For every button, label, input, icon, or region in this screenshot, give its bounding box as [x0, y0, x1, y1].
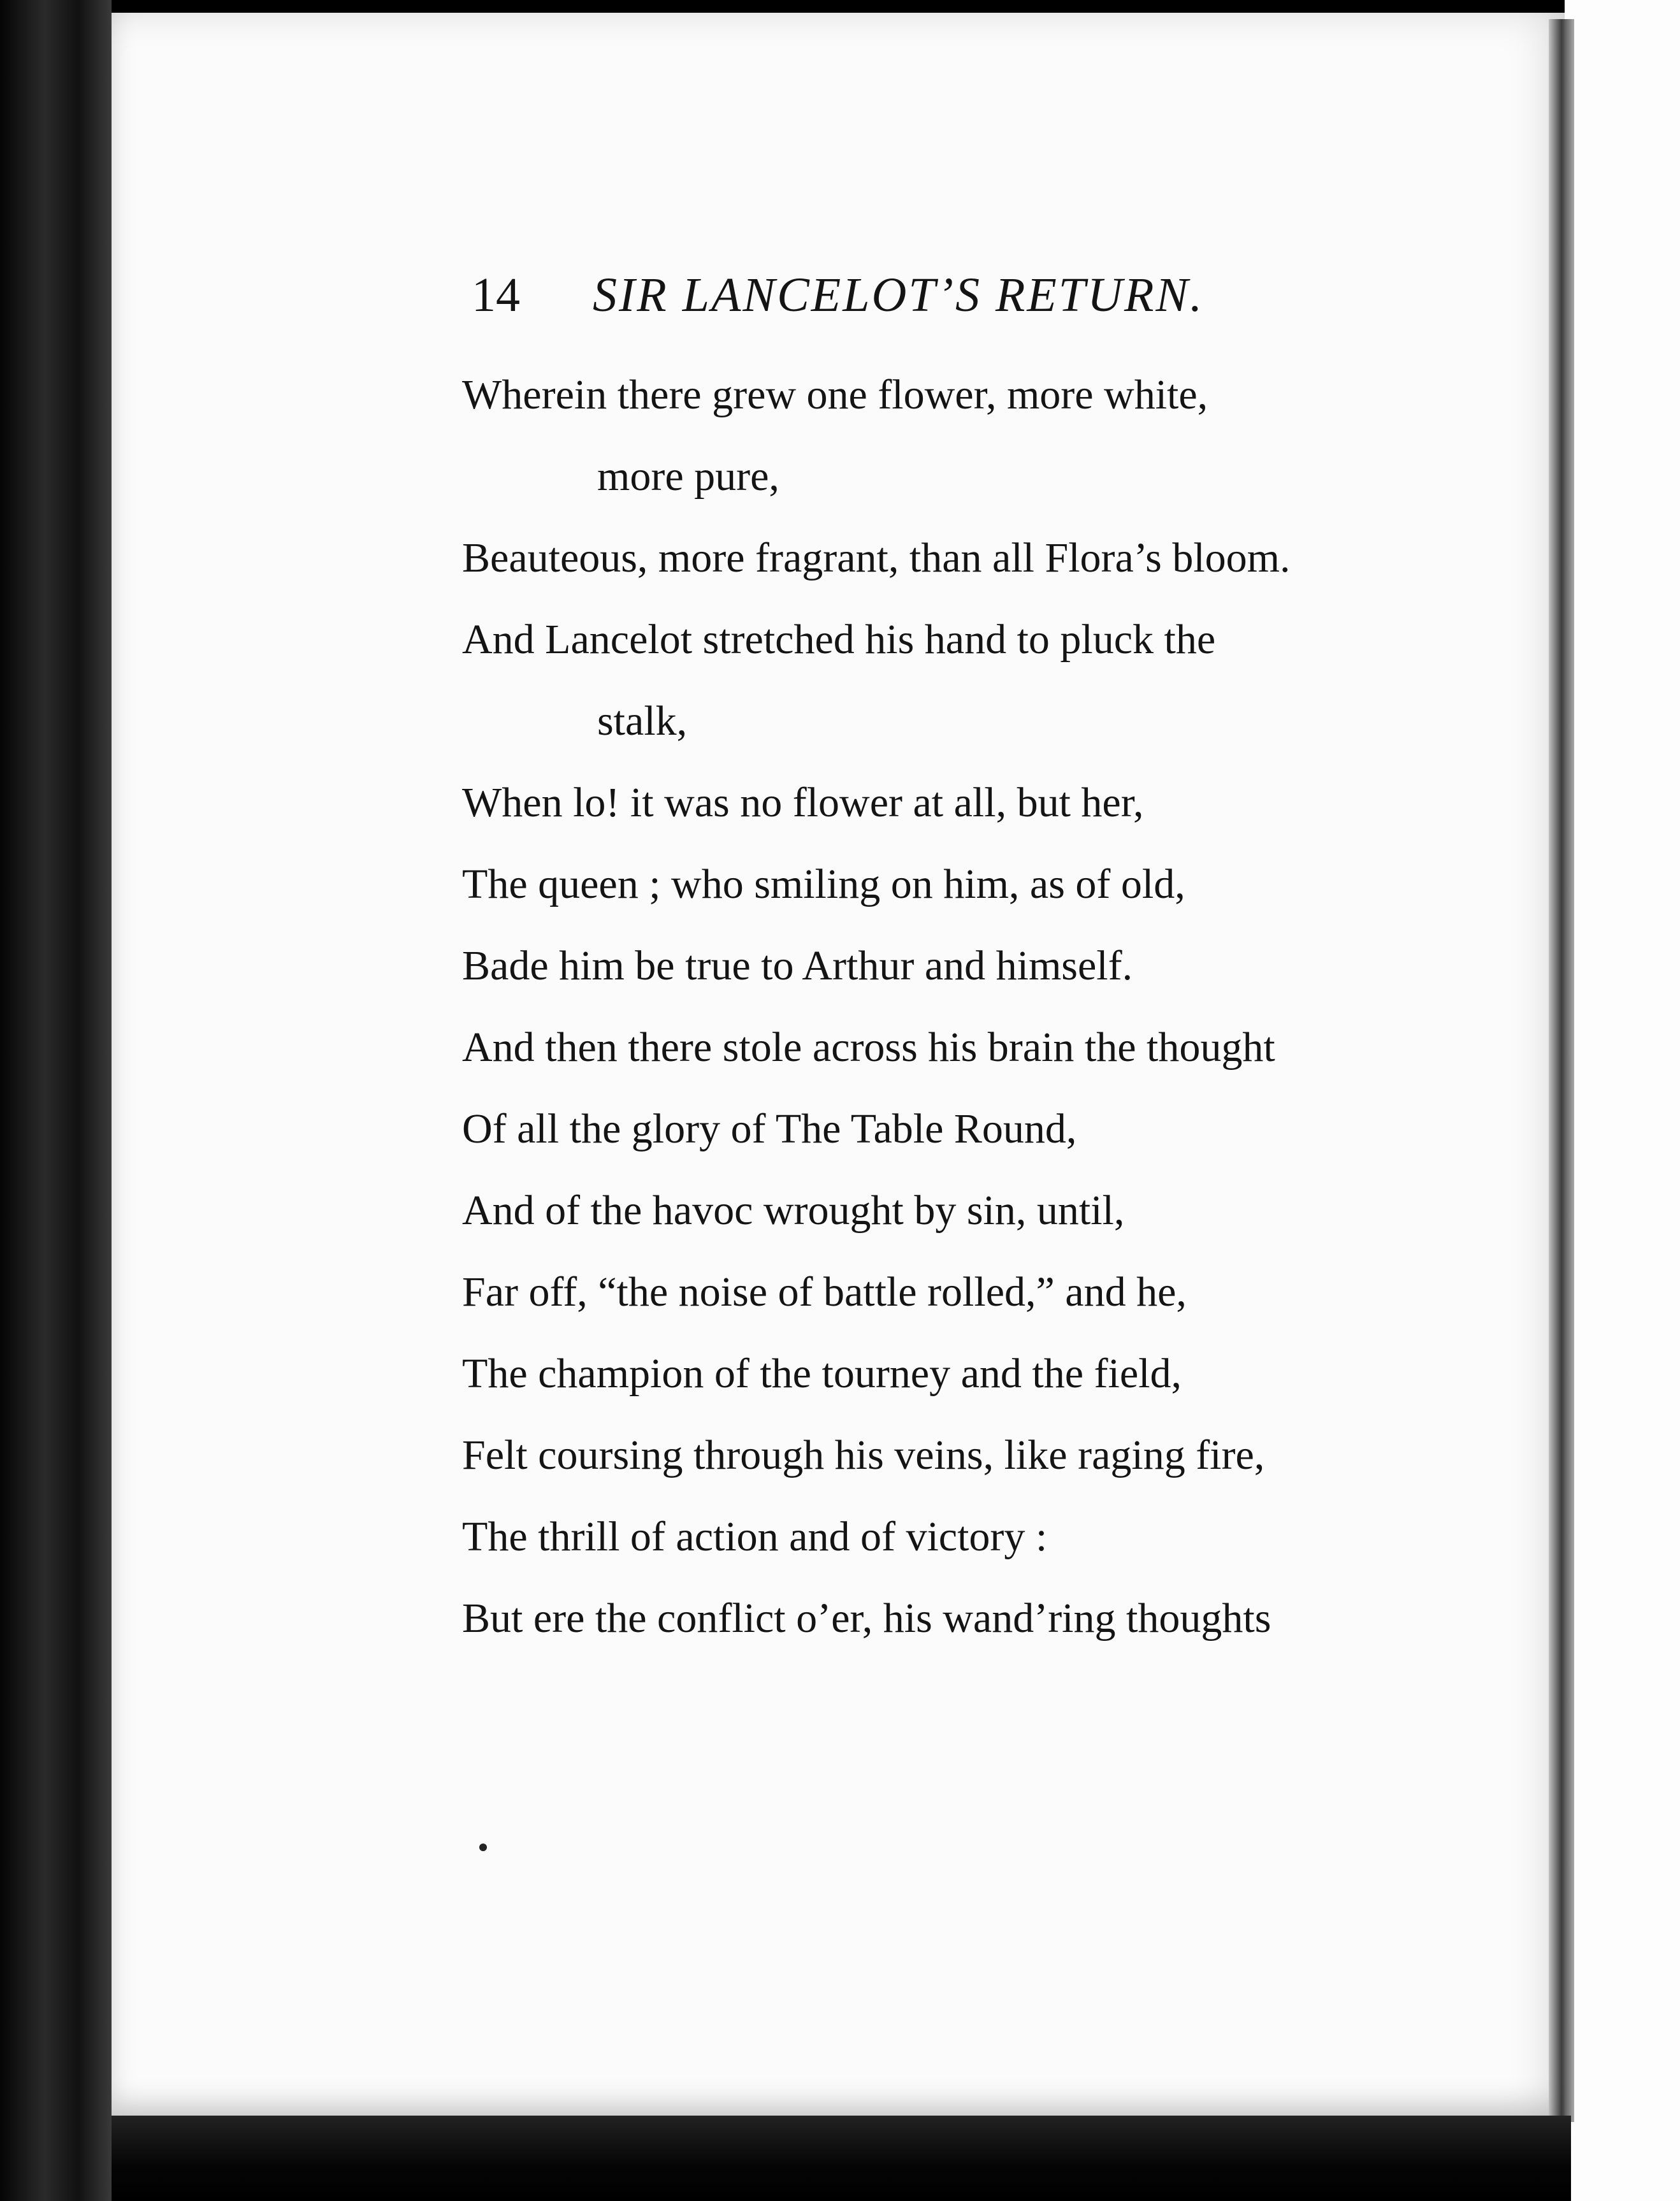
- page-bottom-shadow: [112, 2116, 1571, 2201]
- poem-line: stalk,: [597, 698, 688, 744]
- poem-line: But ere the conflict o’er, his wand’ring thoughts: [462, 1595, 1271, 1642]
- ink-speck: [479, 1844, 487, 1851]
- poem-line: more pure,: [597, 453, 779, 500]
- poem-line: Felt coursing through his veins, like raging fire,: [462, 1432, 1265, 1478]
- facing-page-edge: [1565, 0, 1680, 2201]
- running-title: SIR LANCELOT’S RETURN.: [593, 268, 1205, 322]
- poem-line: Of all the glory of The Table Round,: [462, 1106, 1077, 1152]
- page-number: 14: [472, 268, 520, 322]
- poem-line: When lo! it was no flower at all, but her,: [462, 779, 1144, 826]
- poem-line: Beauteous, more fragrant, than all Flora’s bloom.: [462, 535, 1291, 581]
- poem-line: Far off, “the noise of battle rolled,” and he,: [462, 1269, 1187, 1315]
- poem-text: [462, 370, 1393, 1708]
- running-header: [472, 268, 1300, 331]
- poem-line: And Lancelot stretched his hand to pluck the: [462, 616, 1216, 663]
- poem-line: The champion of the tourney and the field,: [462, 1350, 1182, 1397]
- page-edge-shadow: [1549, 19, 1574, 2122]
- poem-line: And of the havoc wrought by sin, until,: [462, 1187, 1125, 1234]
- poem-line: The thrill of action and of victory :: [462, 1513, 1048, 1560]
- poem-line: Bade him be true to Arthur and himself.: [462, 942, 1133, 989]
- poem-line: Wherein there grew one flower, more white,: [462, 372, 1208, 418]
- book-spine-shadow: [0, 0, 112, 2201]
- poem-line: And then there stole across his brain the thought: [462, 1024, 1275, 1071]
- poem-line: The queen ; who smiling on him, as of old,: [462, 861, 1185, 907]
